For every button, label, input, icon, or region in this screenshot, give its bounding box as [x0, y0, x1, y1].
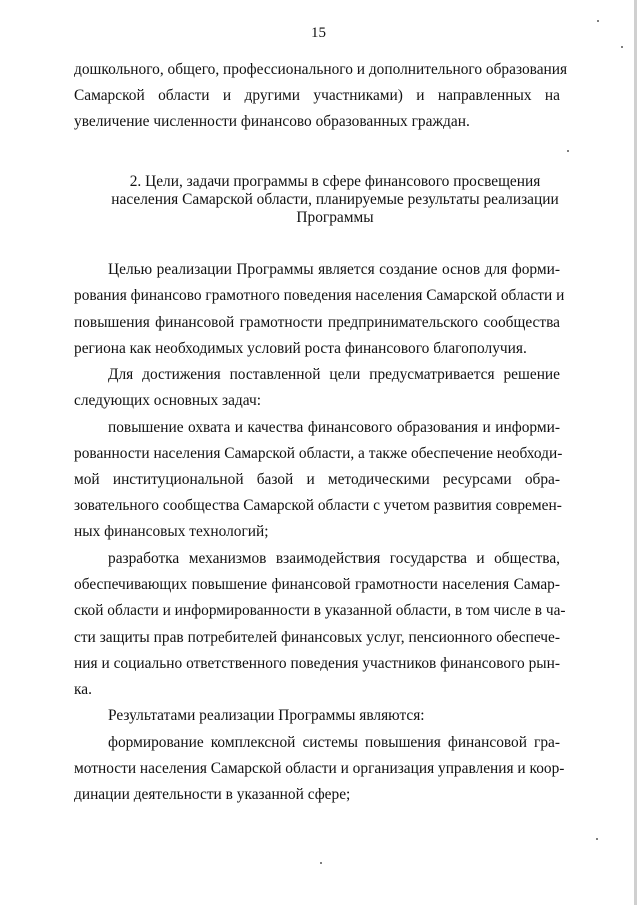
paragraph-line: Результатами реализации Программы являются: [108, 707, 425, 724]
scan-speck [596, 838, 598, 840]
paragraph-line: региона как необходимых условий роста финансового благополучия. [74, 340, 527, 357]
paragraph-line: зовательного сообщества Самарской области с учетом развития современ- [74, 497, 562, 514]
paragraph-line: мой институциональной базой и методическими ресурсами обра- [74, 471, 560, 488]
paragraph-line: повышение охвата и качества финансового образования и информи- [108, 419, 560, 436]
paragraph-line: формирование комплексной системы повышения финансовой гра- [108, 734, 560, 751]
intro-line: увеличение численности финансово образованных граждан. [74, 113, 470, 130]
intro-line: дошкольного, общего, профессионального и дополнительного образования [74, 61, 568, 78]
paragraph-line: ской области и информированности в указанной области, в том числе в ча- [74, 602, 566, 619]
paragraph-line: сти защиты прав потребителей финансовых услуг, пенсионного обеспече- [74, 629, 560, 646]
scan-speck [597, 20, 599, 22]
paragraph-line: рованности населения Самарской области, а также обеспечение необходи- [74, 445, 563, 462]
paragraph-line: ных финансовых технологий; [74, 523, 269, 540]
intro-line: Самарской области и другими участниками) и направленных на [74, 87, 560, 104]
section-heading-line: 2. Цели, задачи программы в сфере финансового просвещения [129, 173, 541, 190]
paragraph-line: Целью реализации Программы является создание основ для форми- [108, 261, 560, 278]
page-number: 15 [311, 25, 326, 41]
paragraph-line: обеспечивающих повышение финансовой грамотности населения Самар- [74, 576, 560, 593]
paragraph-line: разработка механизмов взаимодействия государства и общества, [108, 550, 560, 567]
section-heading-line: населения Самарской области, планируемые результаты реализации [111, 191, 559, 208]
paragraph-line: Для достижения поставленной цели предусматривается решение [108, 366, 560, 383]
paragraph-line: ния и социально ответственного поведения участников финансового рын- [74, 655, 560, 672]
section-heading-line: Программы [296, 209, 374, 226]
paragraph-line: рования финансово грамотного поведения населения Самарской области и [74, 287, 565, 304]
paragraph-line: ка. [74, 681, 92, 698]
paragraph-line: повышения финансовой грамотности предпринимательского сообщества [74, 314, 560, 331]
scan-speck [567, 150, 569, 152]
paragraph-line: мотности населения Самарской области и организация управления и коор- [74, 760, 565, 777]
scan-speck [320, 862, 322, 864]
scan-speck [621, 46, 623, 48]
paragraph-line: следующих основных задач: [74, 392, 261, 409]
paragraph-line: динации деятельности в указанной сфере; [74, 786, 351, 803]
